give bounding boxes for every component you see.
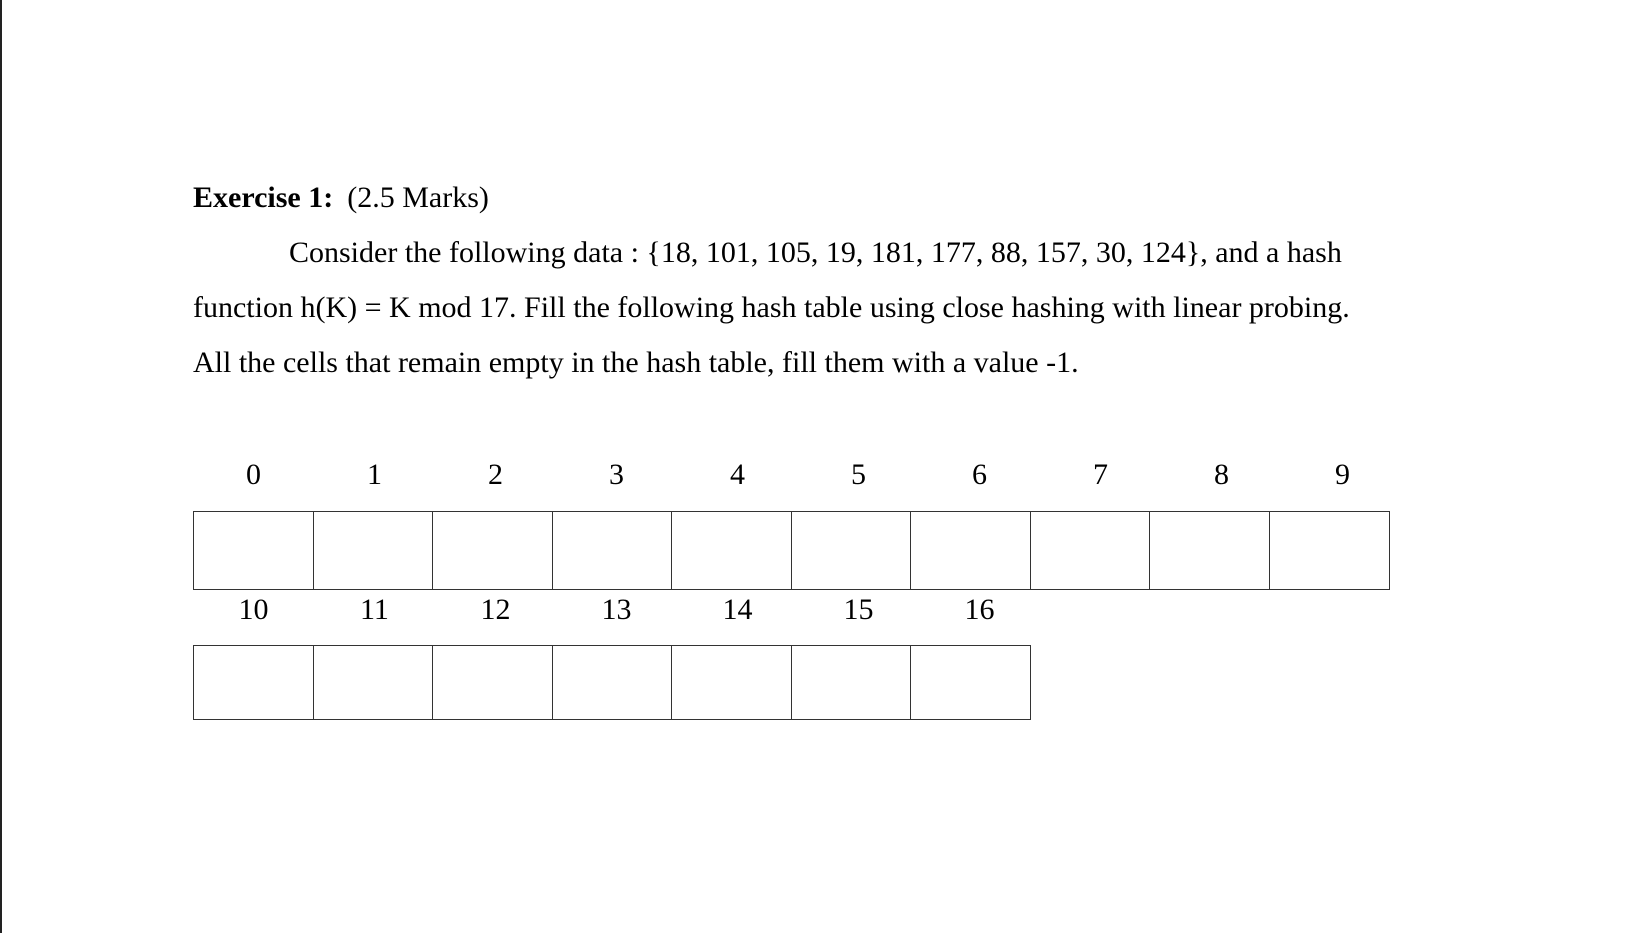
index-label: 0	[246, 458, 261, 491]
hash-cell-4[interactable]	[671, 511, 792, 590]
index-label: 11	[360, 593, 389, 626]
hash-cell-16[interactable]	[910, 645, 1031, 720]
hash-cell-0[interactable]	[193, 511, 314, 590]
hash-cell-6[interactable]	[910, 511, 1031, 590]
hash-cell-11[interactable]	[313, 645, 434, 720]
exercise-marks: (2.5 Marks)	[347, 181, 489, 214]
hash-cell-8[interactable]	[1149, 511, 1270, 590]
index-label: 1	[367, 458, 382, 491]
hash-table-index-row-2	[193, 590, 1040, 630]
hash-cell-1[interactable]	[313, 511, 434, 590]
hash-cell-7[interactable]	[1030, 511, 1151, 590]
index-label: 14	[722, 593, 753, 626]
question-line-3: All the cells that remain empty in the hash table, fill them with a value -1.	[193, 346, 1079, 379]
index-label: 3	[609, 458, 624, 491]
exercise-block	[193, 170, 1453, 390]
index-label: 10	[238, 593, 269, 626]
index-label: 12	[480, 593, 511, 626]
index-label: 7	[1093, 458, 1108, 491]
index-label: 4	[730, 458, 745, 491]
hash-cell-15[interactable]	[791, 645, 912, 720]
index-label: 16	[964, 593, 995, 626]
hash-table-cell-row-2	[193, 645, 1031, 720]
index-label: 2	[488, 458, 503, 491]
hash-cell-3[interactable]	[552, 511, 673, 590]
hash-cell-9[interactable]	[1269, 511, 1390, 590]
hash-cell-14[interactable]	[671, 645, 792, 720]
hash-table-index-row-1	[193, 455, 1403, 495]
hash-cell-5[interactable]	[791, 511, 912, 590]
index-label: 6	[972, 458, 987, 491]
question-line-2: function h(K) = K mod 17. Fill the following hash table using close hashing with linear probing.	[193, 291, 1350, 324]
index-label: 13	[601, 593, 632, 626]
index-label: 9	[1335, 458, 1350, 491]
index-label: 15	[843, 593, 874, 626]
index-label: 8	[1214, 458, 1229, 491]
exercise-heading	[193, 170, 1453, 225]
hash-cell-13[interactable]	[552, 645, 673, 720]
hash-table-cell-row-1	[193, 511, 1390, 590]
hash-cell-10[interactable]	[193, 645, 314, 720]
hash-cell-2[interactable]	[432, 511, 553, 590]
question-line-1: Consider the following data : {18, 101, 105, 19, 181, 177, 88, 157, 30, 124}, and a hash	[289, 236, 1342, 269]
hash-cell-12[interactable]	[432, 645, 553, 720]
exercise-title: Exercise 1:	[193, 181, 334, 214]
index-label: 5	[851, 458, 866, 491]
